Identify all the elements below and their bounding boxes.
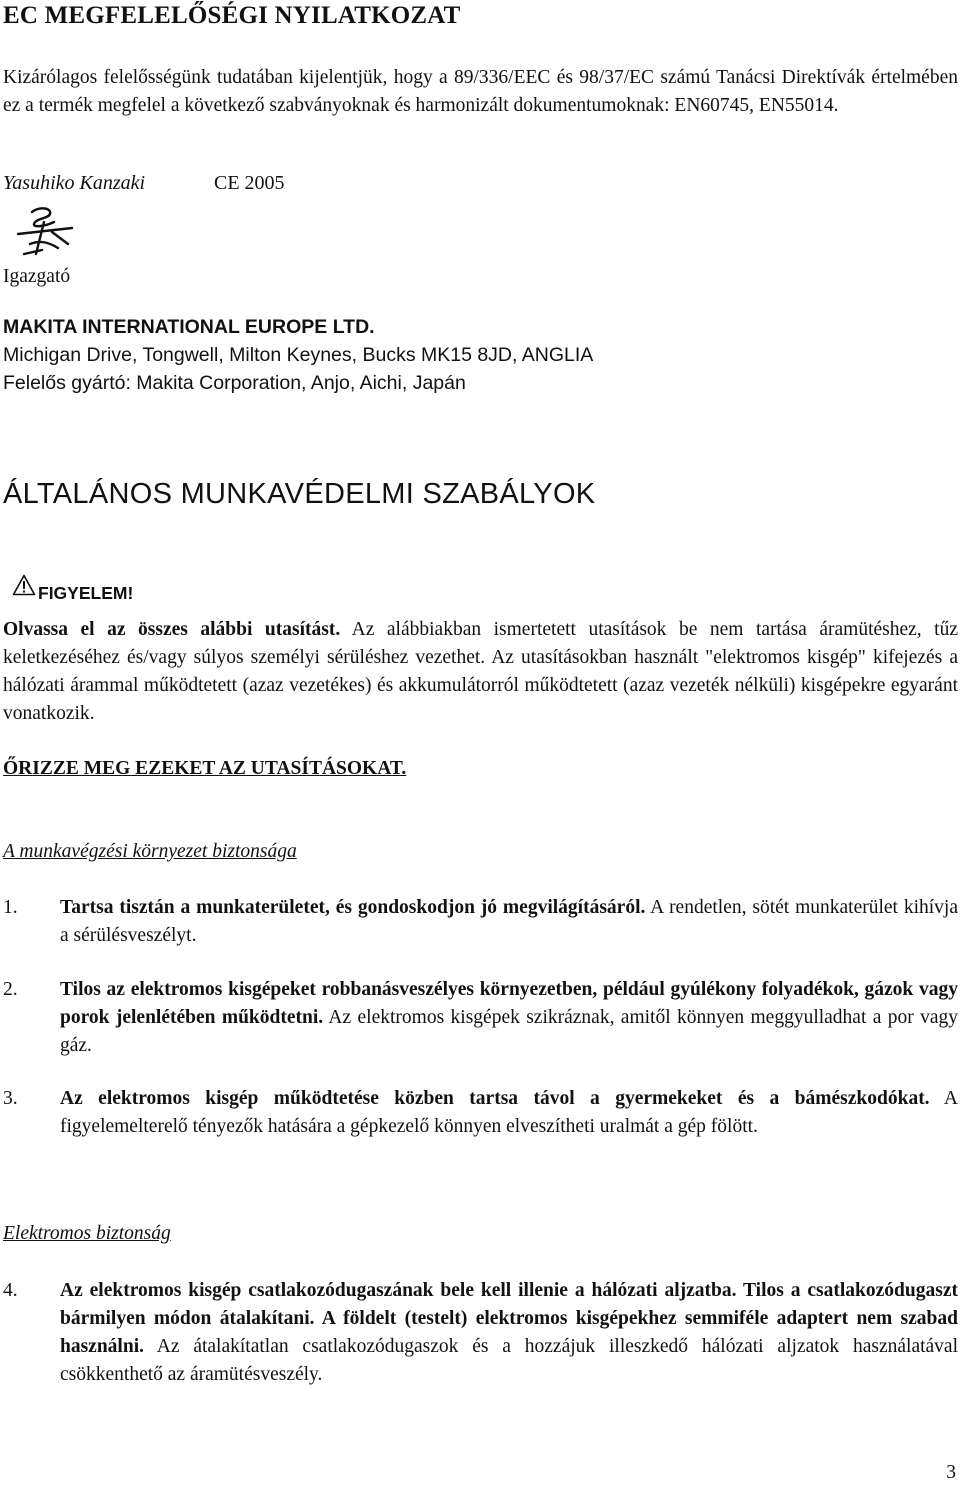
intro-text: Az alábbiakban ismertetett utasítások be nem tartása áramütéshez, tűz keletkezéséhez és/vagy súlyos személyi sérüléshez vezethet. Az utasításokban használt "elektromos kisgép" kifejezés a hálózati árammal működtetett (azaz vezetékes) és akkumulátorról működtetett (azaz vezeték nélküli) kisgépekre egyaránt vonatkozik.: [3, 619, 959, 724]
warning-triangle-icon: [12, 574, 36, 596]
item-text: Az átalakítatlan csatlakozódugaszok és a hozzájuk illeszkedő hálózati aljzatok használatával csökkenthető az áramütésveszély.: [60, 1336, 958, 1385]
section-electrical-title: Elektromos biztonság: [3, 1223, 171, 1244]
item-bold: Tartsa tisztán a munkaterületet, és gondoskodjon jó megvilágításáról.: [60, 897, 646, 918]
item-bold: Tilos az elektromos kisgépeket robbanásveszélyes környezetben, például gyúlékony folyadékok, gázok vagy porok jelenlétében működtetni.: [60, 979, 958, 1028]
ce-year: CE 2005: [214, 172, 285, 194]
page-number: 3: [946, 1462, 956, 1483]
safety-intro: [3, 616, 958, 728]
declaration-title: EC MEGFELELŐSÉGI NYILATKOZAT: [3, 2, 461, 29]
company-name: MAKITA INTERNATIONAL EUROPE LTD.: [3, 316, 375, 338]
declaration-text: Kizárólagos felelősségünk tudatában kijelentjük, hogy a 89/336/EEC és 98/37/EC számú Tanácsi Direktívák értelmében ez a termék megfelel a következő szabványoknak és harmonizált dokumentumoknak: EN60745, EN55014.: [3, 67, 958, 116]
signature-image: [6, 204, 86, 260]
list-item: [3, 1277, 958, 1389]
signer-name: Yasuhiko Kanzaki: [3, 172, 146, 194]
warning-label: FIGYELEM!: [38, 583, 134, 603]
safety-title: ÁLTALÁNOS MUNKAVÉDELMI SZABÁLYOK: [3, 478, 596, 510]
item-number: 3.: [3, 1088, 18, 1109]
item-number: 4.: [3, 1280, 18, 1301]
list-item: [3, 976, 958, 1060]
keep-instructions: ŐRIZZE MEG EZEKET AZ UTASÍTÁSOKAT.: [3, 758, 407, 779]
item-bold: Az elektromos kisgép működtetése közben tartsa távol a gyermekeket és a bámészkodókat.: [60, 1088, 930, 1109]
item-text: Az elektromos kisgépek szikráznak, amitől könnyen meggyulladhat a por vagy gáz.: [60, 1007, 958, 1056]
intro-bold: Olvassa el az összes alábbi utasítást.: [3, 619, 341, 640]
section-work-area-title: A munkavégzési környezet biztonsága: [3, 841, 297, 862]
item-number: 1.: [3, 897, 18, 918]
list-item: [3, 894, 958, 950]
item-bold: Az elektromos kisgép csatlakozódugaszának bele kell illenie a hálózati aljzatba. Tilos a csatlakozódugaszt bármilyen módon átalakítani. A földelt (testelt) elektromos kisgépekhez semmiféle adaptert nem szabad használni.: [60, 1280, 958, 1357]
signer-role: Igazgató: [3, 266, 71, 287]
company-address: Michigan Drive, Tongwell, Milton Keynes, Bucks MK15 8JD, ANGLIA: [3, 344, 594, 366]
item-number: 2.: [3, 979, 18, 1000]
item-text: A rendetlen, sötét munkaterület kihívja a sérülésveszélyt.: [60, 897, 958, 946]
list-item: [3, 1085, 958, 1141]
item-text: A figyelemelterelő tényezők hatására a gépkezelő könnyen elveszítheti uralmát a gép fölött.: [60, 1088, 958, 1137]
manufacturer-line: Felelős gyártó: Makita Corporation, Anjo, Aichi, Japán: [3, 372, 466, 394]
